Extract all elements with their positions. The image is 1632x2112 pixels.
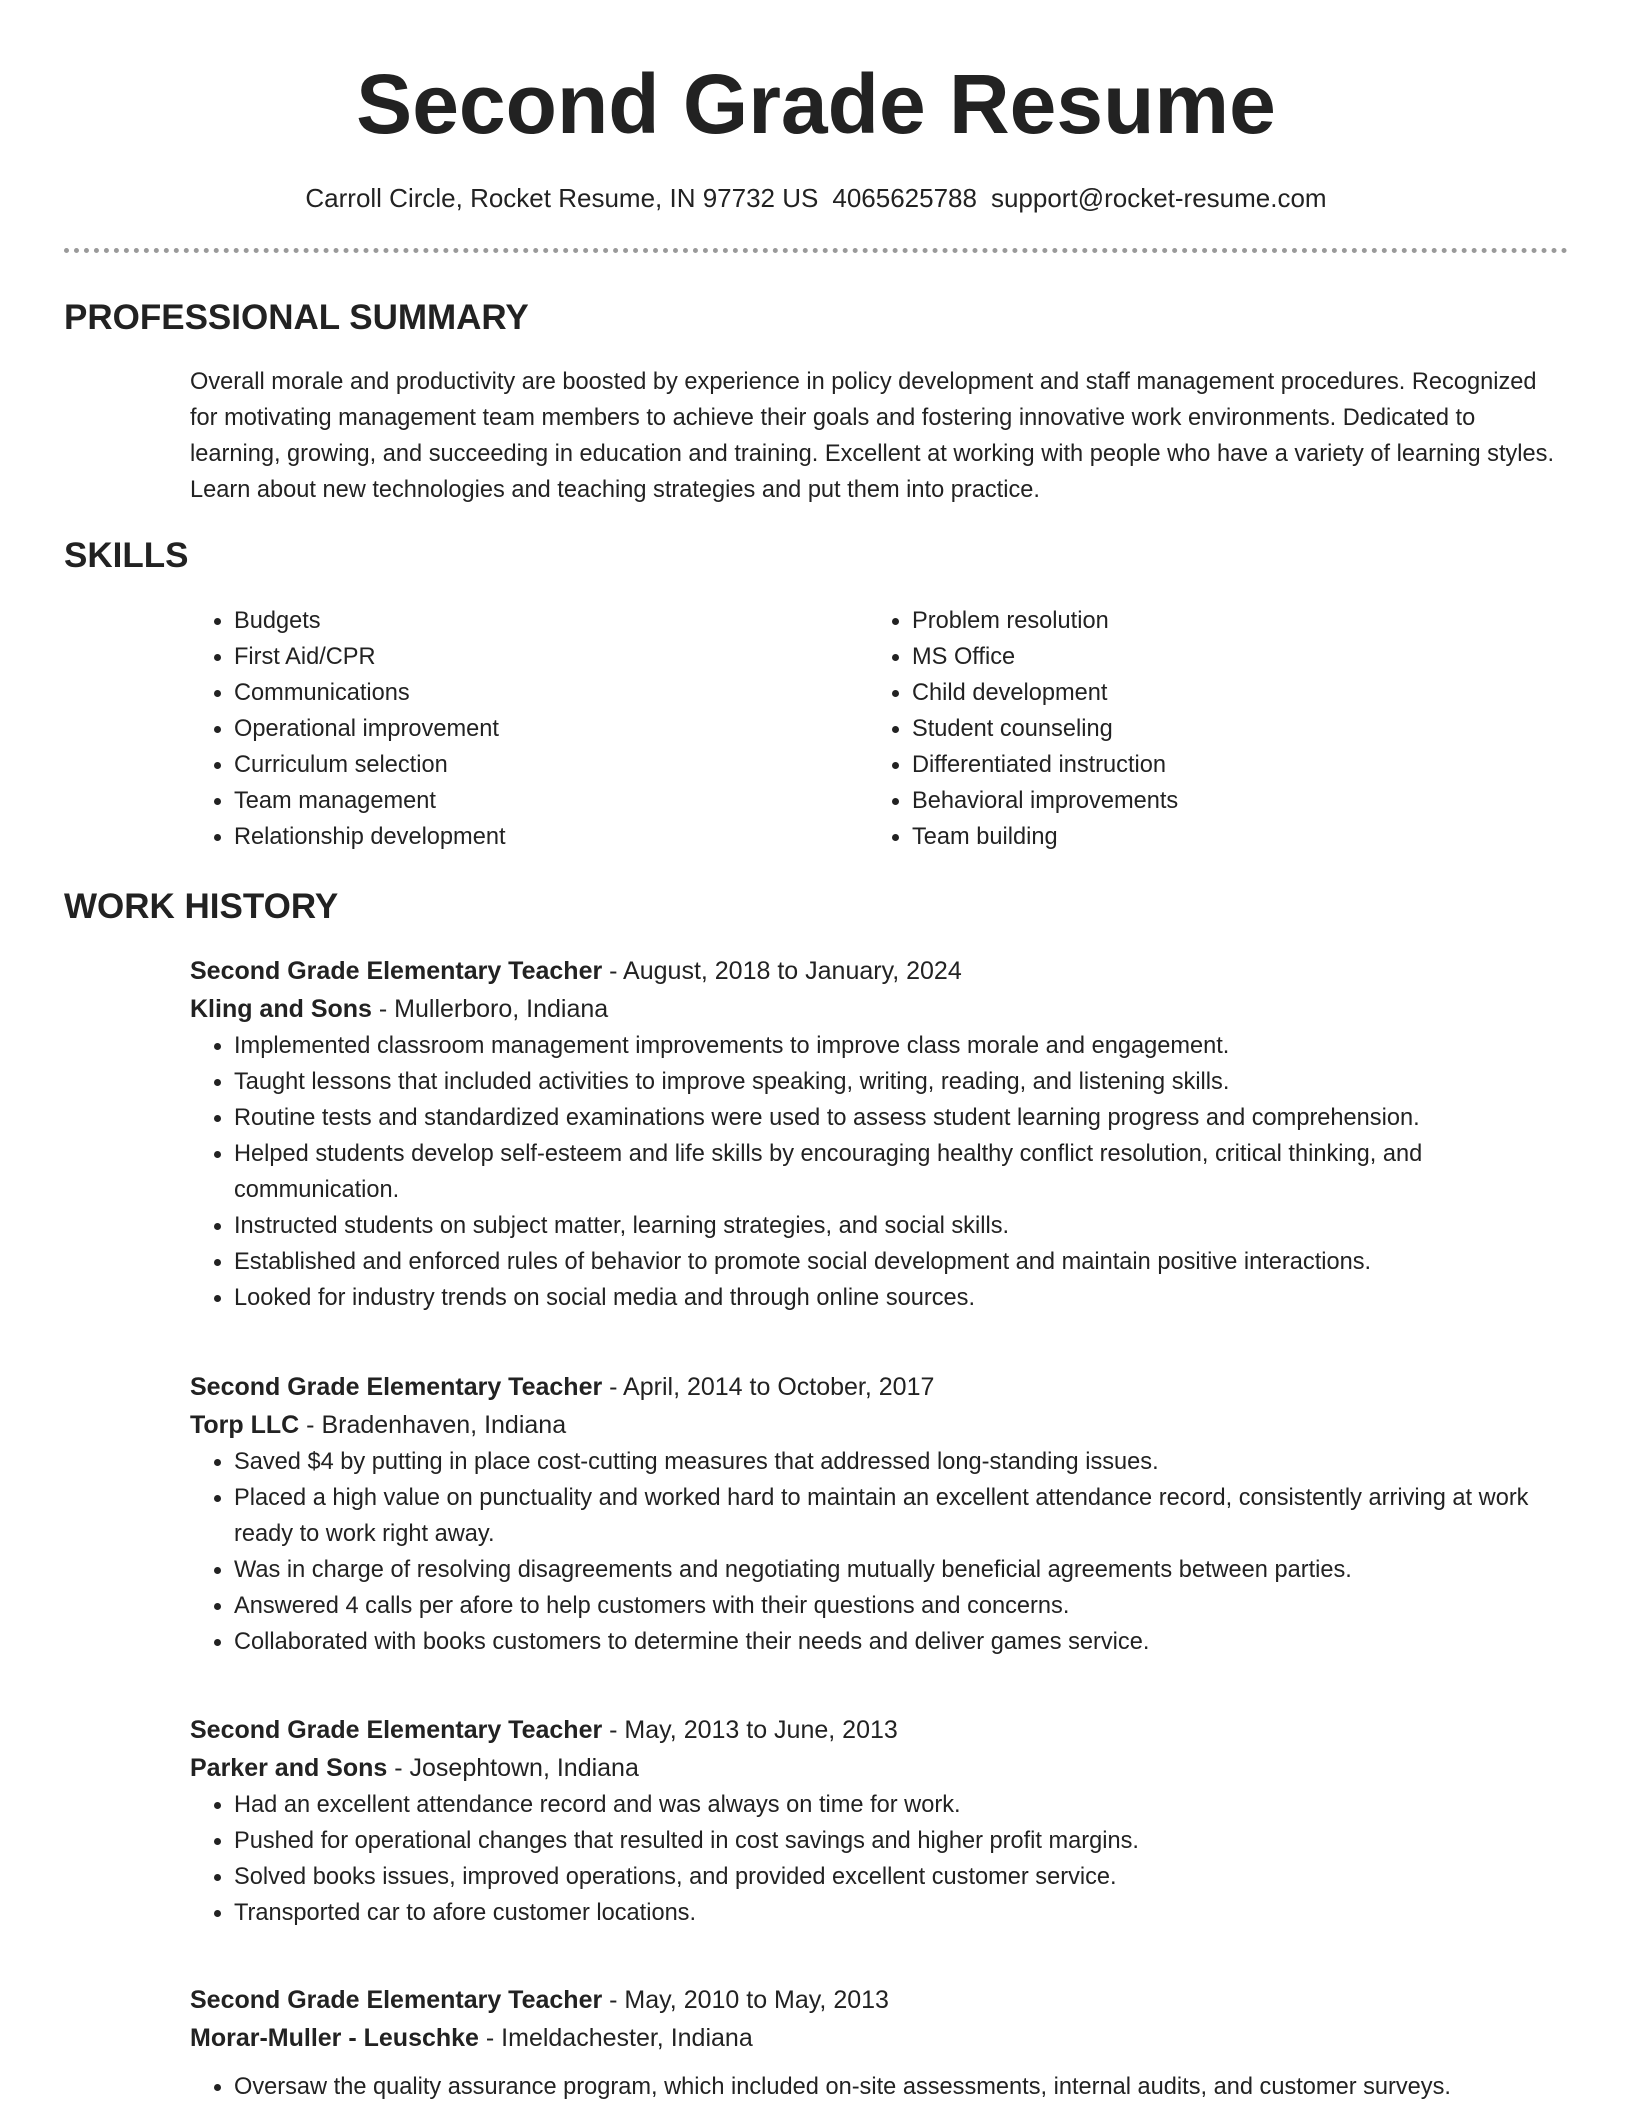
job-company: Parker and Sons: [190, 1754, 388, 1782]
job-company-line: [190, 1749, 1568, 1787]
job-dates: - May, 2010 to May, 2013: [602, 1986, 889, 2014]
skill-item: • Child development: [912, 675, 1488, 711]
job-bullets: [190, 1028, 1568, 1316]
job-title: Second Grade Elementary Teacher: [190, 957, 603, 985]
job-location: - Mullerboro, Indiana: [371, 995, 609, 1023]
summary-text: Overall morale and productivity are boosted by experience in policy development and staff management procedures. Recognized for motivating management team members to achieve their goals and fostering innovative work environments. Dedicated to learning, growing, and succeeding in education and training. Excellent at working with people who have a variety of learning styles. Learn about new technologies and teaching strategies and put them into practice.: [190, 369, 1555, 503]
job-entry: [190, 1711, 1568, 1931]
header-divider: [64, 248, 1568, 253]
job-title-line: [190, 952, 1568, 990]
job-dates: - April, 2014 to October, 2017: [602, 1373, 935, 1401]
skills-list-left: [190, 603, 810, 855]
job-bullet: • Established and enforced rules of behavior to promote social development and maintain positive interactions.: [234, 1244, 1568, 1280]
job-location: - Imeldachester, Indiana: [478, 2024, 753, 2052]
job-location: - Josephtown, Indiana: [387, 1754, 639, 1782]
job-bullet: • Helped students develop self-esteem and life skills by encouraging healthy conflict resolution, critical thinking, and communication.: [234, 1136, 1568, 1208]
job-title-line: [190, 1981, 1568, 2019]
job-title-line: [190, 1368, 1568, 1406]
job-dates: - August, 2018 to January, 2024: [602, 957, 962, 985]
contact-address: Carroll Circle, Rocket Resume, IN 97732 US: [305, 183, 819, 213]
skills-column-right: [868, 603, 1488, 855]
job-bullet: • Oversaw the quality assurance program, which included on-site assessments, internal audits, and customer surveys.: [234, 2069, 1568, 2105]
job-bullet: • Pushed for operational changes that resulted in cost savings and higher profit margins.: [234, 1823, 1568, 1859]
job-bullet: • Answered 4 calls per afore to help customers with their questions and concerns.: [234, 1588, 1568, 1624]
contact-line: [64, 180, 1568, 216]
skill-item: • Team management: [234, 783, 810, 819]
skill-item: • Curriculum selection: [234, 747, 810, 783]
skill-item: • Problem resolution: [912, 603, 1488, 639]
job-entry: [190, 1981, 1568, 2105]
resume-name: Second Grade Resume: [356, 57, 1276, 151]
job-company: Kling and Sons: [190, 995, 372, 1023]
job-company-line: [190, 2019, 1568, 2057]
job-company-line: [190, 990, 1568, 1028]
job-bullet: • Instructed students on subject matter, learning strategies, and social skills.: [234, 1208, 1568, 1244]
job-bullet: • Was in charge of resolving disagreements and negotiating mutually beneficial agreements between parties.: [234, 1552, 1568, 1588]
job-bullet: • Saved $4 by putting in place cost-cutting measures that addressed long-standing issues.: [234, 1444, 1568, 1480]
job-title-line: [190, 1711, 1568, 1749]
skill-item: • Student counseling: [912, 711, 1488, 747]
job-bullet: • Solved books issues, improved operations, and provided excellent customer service.: [234, 1859, 1568, 1895]
skill-item: • First Aid/CPR: [234, 639, 810, 675]
job-company-line: [190, 1406, 1568, 1444]
skill-item: • MS Office: [912, 639, 1488, 675]
job-location: - Bradenhaven, Indiana: [299, 1411, 567, 1439]
job-bullet: • Routine tests and standardized examinations were used to assess student learning progress and comprehension.: [234, 1100, 1568, 1136]
contact-phone: 4065625788: [832, 183, 977, 213]
skill-item: • Team building: [912, 819, 1488, 855]
contact-email: support@rocket-resume.com: [990, 183, 1327, 213]
summary-block: [190, 364, 1568, 508]
job-bullet: • Implemented classroom management improvements to improve class morale and engagement.: [234, 1028, 1568, 1064]
summary-heading: PROFESSIONAL SUMMARY: [64, 298, 529, 337]
skill-item: • Communications: [234, 675, 810, 711]
job-title: Second Grade Elementary Teacher: [190, 1373, 603, 1401]
skills-heading: SKILLS: [64, 536, 189, 575]
job-bullet: • Transported car to afore customer locations.: [234, 1895, 1568, 1931]
skill-item: • Relationship development: [234, 819, 810, 855]
skill-item: • Operational improvement: [234, 711, 810, 747]
job-dates: - May, 2013 to June, 2013: [602, 1716, 898, 1744]
skills-list-right: [868, 603, 1488, 855]
job-bullets: [190, 1444, 1568, 1660]
job-bullet: • Taught lessons that included activities to improve speaking, writing, reading, and listening skills.: [234, 1064, 1568, 1100]
skill-item: • Differentiated instruction: [912, 747, 1488, 783]
skills-column-left: [190, 603, 810, 855]
skill-item: • Budgets: [234, 603, 810, 639]
skill-item: • Behavioral improvements: [912, 783, 1488, 819]
job-title: Second Grade Elementary Teacher: [190, 1986, 603, 2014]
job-bullet: • Had an excellent attendance record and was always on time for work.: [234, 1787, 1568, 1823]
job-bullet: • Collaborated with books customers to determine their needs and deliver games service.: [234, 1624, 1568, 1660]
job-company: Morar-Muller - Leuschke: [190, 2024, 479, 2052]
job-entry: [190, 952, 1568, 1316]
job-bullet: • Looked for industry trends on social media and through online sources.: [234, 1280, 1568, 1316]
job-title: Second Grade Elementary Teacher: [190, 1716, 603, 1744]
work-heading: WORK HISTORY: [64, 887, 339, 926]
job-company: Torp LLC: [190, 1411, 300, 1439]
job-bullet: • Placed a high value on punctuality and worked hard to maintain an excellent attendance record, consistently arriving at work ready to work right away.: [234, 1480, 1568, 1552]
job-entry: [190, 1368, 1568, 1660]
job-bullets: [190, 2069, 1568, 2105]
job-bullets: [190, 1787, 1568, 1931]
